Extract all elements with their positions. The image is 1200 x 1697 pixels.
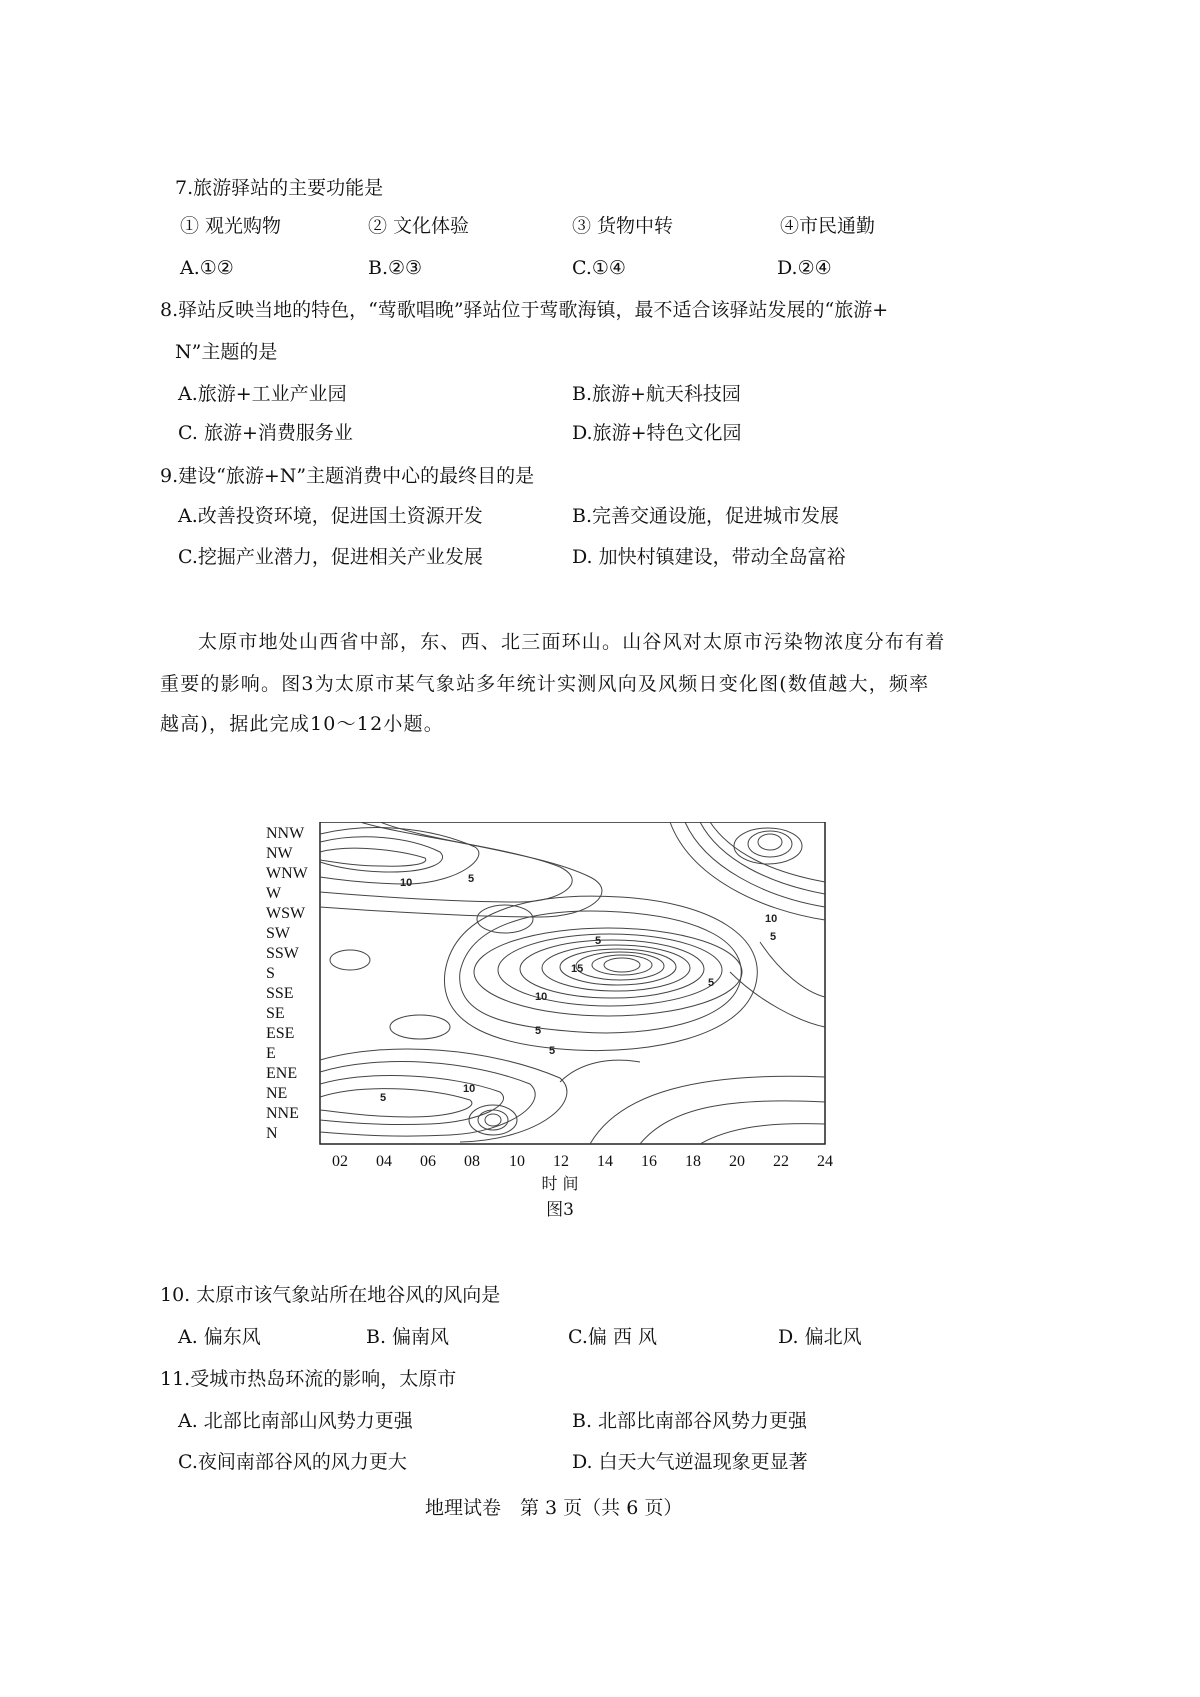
q9-option-a: A.改善投资环境，促进国土资源开发 bbox=[178, 505, 483, 527]
q7-item-2: ② 文化体验 bbox=[368, 215, 470, 237]
plot-frame bbox=[320, 822, 825, 1144]
contour-label: 5 bbox=[708, 977, 715, 989]
q10-option-a: A. 偏东风 bbox=[178, 1326, 261, 1348]
q11-option-c: C.夜间南部谷风的风力更大 bbox=[178, 1451, 407, 1473]
y-tick-ne: NE bbox=[266, 1085, 288, 1102]
contour-label: 5 bbox=[595, 935, 602, 947]
q8-option-a: A.旅游+工业产业园 bbox=[178, 383, 347, 405]
x-tick: 16 bbox=[641, 1153, 657, 1170]
y-tick-e: E bbox=[266, 1045, 276, 1062]
contour-label: 5 bbox=[468, 873, 475, 885]
x-tick: 04 bbox=[376, 1153, 392, 1170]
q8-stem-line2: N”主题的是 bbox=[175, 341, 278, 363]
contour-label: 10 bbox=[463, 1083, 476, 1095]
q9-option-b: B.完善交通设施，促进城市发展 bbox=[572, 505, 840, 527]
q9-option-d: D. 加快村镇建设，带动全岛富裕 bbox=[572, 546, 846, 568]
q7-option-c: C.①④ bbox=[572, 257, 626, 279]
x-tick: 20 bbox=[729, 1153, 745, 1170]
y-tick-sw: SW bbox=[266, 925, 290, 942]
q7-stem: 7.旅游驿站的主要功能是 bbox=[175, 177, 384, 199]
y-tick-ssw: SSW bbox=[266, 945, 299, 962]
contour-label: 5 bbox=[380, 1092, 387, 1104]
x-tick: 22 bbox=[773, 1153, 789, 1170]
q10-option-b: B. 偏南风 bbox=[366, 1326, 450, 1348]
q10-stem: 10. 太原市该气象站所在地谷风的风向是 bbox=[160, 1284, 501, 1306]
x-axis-labels bbox=[332, 1153, 833, 1170]
passage-line2: 重要的影响。图3为太原市某气象站多年统计实测风向及风频日变化图(数值越大，频率 bbox=[160, 673, 930, 695]
x-tick: 14 bbox=[597, 1153, 613, 1170]
y-tick-wsw: WSW bbox=[266, 905, 306, 922]
y-tick-nw: NW bbox=[266, 845, 293, 862]
contour-label: 5 bbox=[549, 1045, 556, 1057]
passage-line1: 太原市地处山西省中部，东、西、北三面环山。山谷风对太原市污染物浓度分布有着 bbox=[198, 631, 946, 653]
q8-option-d: D.旅游+特色文化园 bbox=[572, 422, 742, 444]
q8-option-c: C. 旅游+消费服务业 bbox=[178, 422, 353, 444]
q11-stem: 11.受城市热岛环流的影响，太原市 bbox=[160, 1368, 457, 1390]
contour-label: 5 bbox=[535, 1025, 542, 1037]
q7-item-1: ① 观光购物 bbox=[180, 215, 282, 237]
x-tick: 18 bbox=[685, 1153, 701, 1170]
q7-item-3: ③ 货物中转 bbox=[572, 215, 674, 237]
contour-label: 15 bbox=[571, 963, 584, 975]
y-tick-wnw: WNW bbox=[266, 865, 308, 882]
x-tick: 12 bbox=[553, 1153, 569, 1170]
q8-stem-line1: 8.驿站反映当地的特色，“莺歌唱晚”驿站位于莺歌海镇，最不适合该驿站发展的“旅游+ bbox=[160, 299, 889, 321]
q9-stem: 9.建设“旅游+N”主题消费中心的最终目的是 bbox=[160, 465, 535, 487]
contour-label: 10 bbox=[535, 991, 548, 1003]
x-tick: 06 bbox=[420, 1153, 436, 1170]
contour-label: 5 bbox=[770, 931, 777, 943]
q7-item-4: ④市民通勤 bbox=[780, 215, 876, 237]
y-tick-sse: SSE bbox=[266, 985, 294, 1002]
x-tick: 24 bbox=[817, 1153, 833, 1170]
q7-option-a: A.①② bbox=[180, 257, 234, 279]
x-tick: 08 bbox=[464, 1153, 480, 1170]
x-tick: 10 bbox=[509, 1153, 525, 1170]
page-footer: 地理试卷 第 3 页（共 6 页） bbox=[425, 1497, 683, 1519]
y-tick-ese: ESE bbox=[266, 1025, 295, 1042]
contour-label: 10 bbox=[765, 913, 778, 925]
q11-option-d: D. 白天大气逆温现象更显著 bbox=[572, 1451, 808, 1473]
q7-option-b: B.②③ bbox=[368, 257, 423, 279]
wind-frequency-contour-figure bbox=[260, 822, 920, 1242]
y-tick-w: W bbox=[266, 885, 282, 902]
q11-option-b: B. 北部比南部谷风势力更强 bbox=[572, 1410, 808, 1432]
q10-option-c: C.偏 西 风 bbox=[568, 1326, 657, 1348]
y-tick-nnw: NNW bbox=[266, 825, 305, 842]
x-tick: 02 bbox=[332, 1153, 348, 1170]
q9-option-c: C.挖掘产业潜力，促进相关产业发展 bbox=[178, 546, 483, 568]
x-axis-title: 时 间 bbox=[541, 1174, 579, 1193]
y-tick-se: SE bbox=[266, 1005, 285, 1022]
contour-label: 10 bbox=[400, 877, 413, 889]
y-tick-ene: ENE bbox=[266, 1065, 298, 1082]
q10-option-d: D. 偏北风 bbox=[778, 1326, 862, 1348]
y-axis-labels bbox=[266, 825, 309, 1142]
q7-option-d: D.②④ bbox=[777, 257, 832, 279]
q8-option-b: B.旅游+航天科技园 bbox=[572, 383, 741, 405]
figure-caption: 图3 bbox=[546, 1200, 574, 1220]
y-tick-n: N bbox=[266, 1125, 278, 1142]
y-tick-nne: NNE bbox=[266, 1105, 299, 1122]
y-tick-s: S bbox=[266, 965, 275, 982]
passage-line3: 越高)，据此完成10～12小题。 bbox=[160, 713, 444, 735]
q11-option-a: A. 北部比南部山风势力更强 bbox=[178, 1410, 413, 1432]
